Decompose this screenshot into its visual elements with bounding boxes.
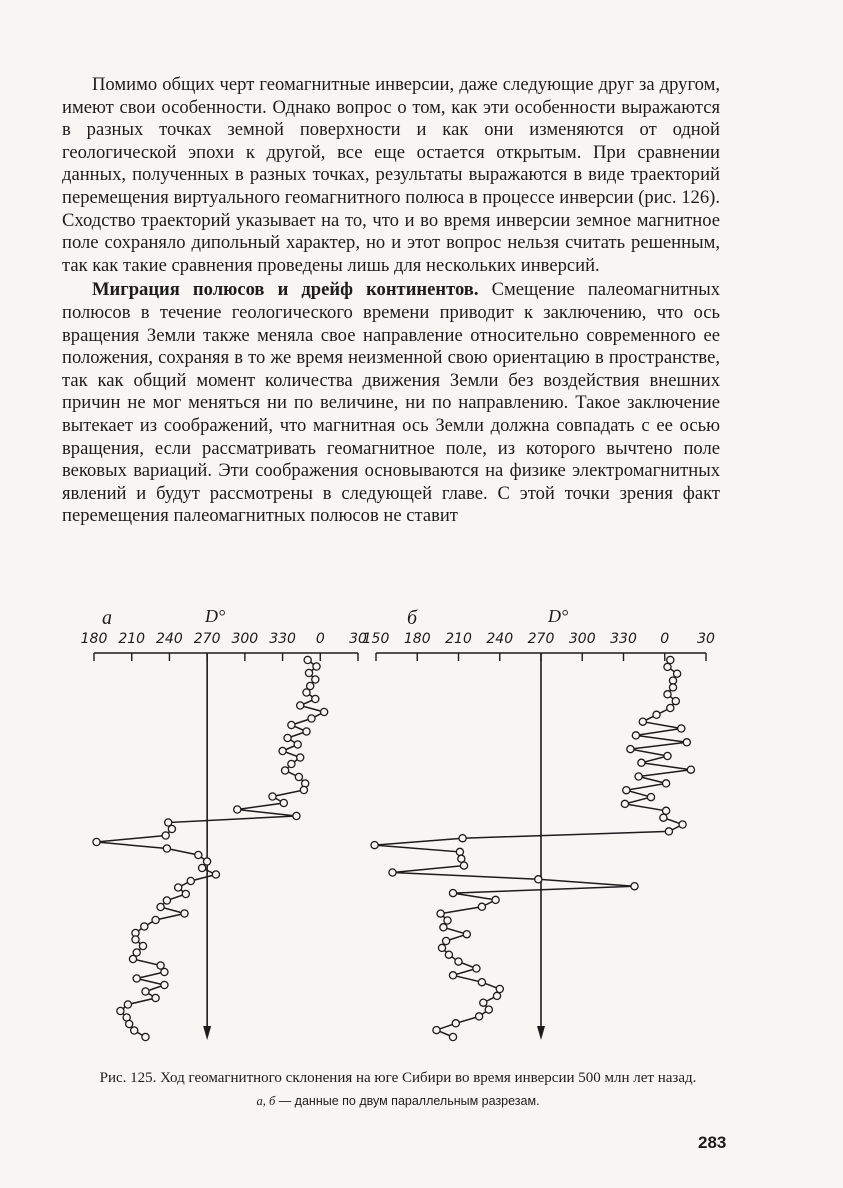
tick-label: 300	[568, 631, 596, 647]
data-point	[687, 766, 694, 773]
data-point	[672, 698, 679, 705]
tick-label: 30	[697, 631, 715, 647]
data-point	[478, 903, 485, 910]
data-point	[313, 663, 320, 670]
tick-label: 330	[269, 631, 296, 647]
data-point	[303, 728, 310, 735]
figure-125	[60, 600, 740, 1070]
data-point	[660, 814, 667, 821]
data-point	[460, 862, 467, 869]
data-point	[473, 965, 480, 972]
data-point	[371, 842, 378, 849]
panel-label: б	[407, 607, 418, 629]
tick-label: 270	[193, 631, 221, 647]
section-heading: Миграция полюсов и дрейф континентов.	[92, 279, 479, 301]
paragraph-2	[62, 279, 720, 528]
data-point	[674, 670, 681, 677]
data-point	[279, 747, 286, 754]
data-point	[444, 917, 451, 924]
data-point	[639, 718, 646, 725]
data-point	[438, 944, 445, 951]
data-point	[458, 855, 465, 862]
data-point	[456, 848, 463, 855]
data-point	[312, 676, 319, 683]
data-point	[663, 780, 670, 787]
data-point	[129, 955, 136, 962]
data-point	[455, 958, 462, 965]
tick-label: 210	[118, 631, 146, 647]
data-point	[493, 992, 500, 999]
data-point	[163, 845, 170, 852]
data-point	[304, 656, 311, 663]
data-point	[631, 883, 638, 890]
data-point	[665, 828, 672, 835]
tick-label: 0	[660, 631, 670, 647]
data-point	[182, 890, 189, 897]
data-point	[653, 711, 660, 718]
data-point	[632, 732, 639, 739]
data-point	[181, 910, 188, 917]
data-point	[305, 669, 312, 676]
data-point	[433, 1027, 440, 1034]
data-point	[476, 1013, 483, 1020]
data-point	[443, 937, 450, 944]
data-point	[133, 975, 140, 982]
data-point	[162, 832, 169, 839]
data-point	[168, 825, 175, 832]
tick-label: 240	[486, 631, 514, 647]
data-point	[142, 1033, 149, 1040]
data-point	[195, 851, 202, 858]
data-point	[117, 1007, 124, 1014]
caption-sub-label: а, б	[256, 1094, 276, 1108]
data-point	[282, 767, 289, 774]
body-text	[62, 74, 720, 528]
data-point	[288, 760, 295, 767]
data-point	[449, 890, 456, 897]
tick-label: 30	[349, 631, 367, 647]
panel-label: а	[102, 607, 112, 629]
data-point	[269, 793, 276, 800]
data-point	[308, 715, 315, 722]
data-point	[679, 821, 686, 828]
data-point	[295, 773, 302, 780]
data-point	[293, 812, 300, 819]
data-point	[669, 677, 676, 684]
data-point	[496, 985, 503, 992]
data-point	[445, 951, 452, 958]
data-point	[141, 923, 148, 930]
caption-sub-text: — данные по двум параллельным разрезам.	[275, 1094, 540, 1108]
data-point	[389, 869, 396, 876]
data-point	[288, 721, 295, 728]
data-point	[621, 800, 628, 807]
data-point	[142, 988, 149, 995]
data-point	[452, 1020, 459, 1027]
data-point	[449, 1033, 456, 1040]
data-point	[683, 739, 690, 746]
declination-chart	[60, 600, 740, 1070]
data-point	[623, 787, 630, 794]
data-point	[284, 734, 291, 741]
tick-label: 180	[403, 631, 431, 647]
data-point	[663, 807, 670, 814]
data-point	[234, 806, 241, 813]
data-point	[132, 936, 139, 943]
data-point	[627, 746, 634, 753]
tick-label: 300	[231, 631, 259, 647]
caption-sub	[62, 1093, 734, 1110]
data-point	[667, 704, 674, 711]
axis-name: D°	[205, 606, 226, 626]
data-point	[478, 979, 485, 986]
data-point	[535, 876, 542, 883]
data-point	[175, 884, 182, 891]
data-point	[440, 924, 447, 931]
data-point	[321, 708, 328, 715]
series-line	[375, 660, 691, 1037]
data-point	[664, 691, 671, 698]
data-point	[280, 799, 287, 806]
data-point	[163, 897, 170, 904]
data-point	[126, 1020, 133, 1027]
data-point	[437, 910, 444, 917]
data-point	[93, 838, 100, 845]
page-number: 283	[698, 1133, 727, 1152]
data-point	[199, 864, 206, 871]
data-point	[647, 794, 654, 801]
data-point	[297, 754, 304, 761]
data-point	[131, 1027, 138, 1034]
data-point	[485, 1006, 492, 1013]
data-point	[297, 702, 304, 709]
data-point	[204, 858, 211, 865]
paragraph-2-text: Смещение палеомагнитных полюсов в течение геологического времени приводит к заключению, что ось вращения Земли также меняла свое направление относительно современного ее положения, сохраняя в то же время неизменной свою ориентацию в пространстве, так как общий момент количества движения Земли без воздействия внешних причин не мог меняться ни по величине, ни по направлению. Такое заключение вытекает из соображений, что магнитная ось Земли должна совпадать с ее осью вращения, если рассматривать геомагнитное поле, из которого вычтено поле вековых вариаций. Эти соображения основываются на физике электромагнитных явлений и будут рассмотрены в следующей главе. С этой точки зрения факт перемещения палеомагнитных полюсов не ставит	[62, 279, 720, 527]
figure-caption	[62, 1070, 734, 1110]
data-point	[161, 981, 168, 988]
data-point	[212, 871, 219, 878]
series-line	[97, 660, 325, 1037]
data-point	[678, 725, 685, 732]
data-point	[187, 877, 194, 884]
tick-label: 270	[527, 631, 555, 647]
data-point	[638, 759, 645, 766]
data-point	[480, 999, 487, 1006]
data-point	[152, 916, 159, 923]
tick-label: 180	[80, 631, 108, 647]
data-point	[664, 663, 671, 670]
tick-label: 150	[362, 631, 390, 647]
tick-label: 0	[315, 631, 325, 647]
data-point	[161, 968, 168, 975]
paragraph-1: Помимо общих черт геомагнитные инверсии, даже следующие друг за другом, имеют свои особенности. Однако вопрос о том, как эти особенности выражаются в разных точках земной поверхности и как они изменяются от одной геологической эпохи к другой, все еще остается открытым. При сравнении данных, полученных в разных точках, результаты выражаются в виде траекторий перемещения виртуального геомагнитного полюса в процессе инверсии (рис. 126). Сходство траекторий указывает на то, что и во время инверсии земное магнитное поле сохраняло дипольный характер, но и этот вопрос нельзя считать решенным, так как такие сравнения проведены лишь для нескольких инверсий.	[62, 74, 720, 276]
data-point	[667, 656, 674, 663]
data-point	[669, 684, 676, 691]
arrow-head	[203, 1026, 211, 1040]
data-point	[449, 972, 456, 979]
tick-label: 210	[445, 631, 472, 647]
data-point	[294, 741, 301, 748]
data-point	[635, 773, 642, 780]
tick-label: 240	[156, 631, 183, 647]
data-point	[492, 896, 499, 903]
data-point	[152, 994, 159, 1001]
data-point	[303, 689, 310, 696]
arrow-head	[537, 1026, 545, 1040]
axis-name: D°	[548, 606, 569, 626]
data-point	[124, 1001, 131, 1008]
data-point	[312, 695, 319, 702]
tick-label: 330	[610, 631, 637, 647]
data-point	[157, 903, 164, 910]
caption-main: Рис. 125. Ход геомагнитного склонения на юге Сибири во время инверсии 500 млн лет назад.	[99, 1070, 697, 1086]
data-point	[139, 942, 146, 949]
data-point	[459, 835, 466, 842]
data-point	[300, 786, 307, 793]
data-point	[664, 752, 671, 759]
data-point	[463, 931, 470, 938]
